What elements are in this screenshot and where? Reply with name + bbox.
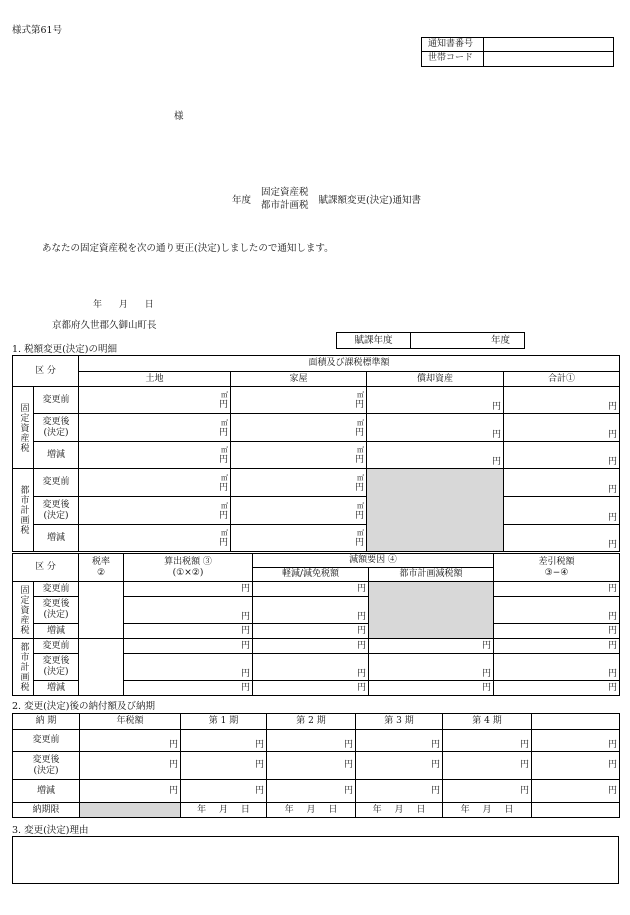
unit-yen: 円 [343,760,353,770]
unit-area: ㎡ [357,446,364,454]
group-city-planning-tax: 都市計画税 [13,469,34,552]
row-before: 変更前 [34,469,79,497]
household-code-label: 世帯コード [422,52,484,66]
header-total: 合計① [504,372,620,387]
header-kubun: 区 分 [13,554,79,582]
row-before: 変更前 [34,582,79,597]
unit-area: ㎡ [221,473,228,482]
row-after: 変更後 (決定) [34,497,79,525]
header-period-4: 第 4 期 [443,714,532,730]
unit-area: ㎡ [357,501,364,510]
unit-area: ㎡ [221,391,228,399]
unit-yen: 円 [356,640,366,651]
unit-yen: 円 [218,427,228,438]
row-after: 変更後 (決定) [34,414,79,442]
unit-yen: 円 [607,740,617,750]
unit-yen: 円 [519,740,529,750]
header-annual-tax: 年税額 [80,714,181,730]
header-reduction-exempt: 軽減/減免税額 [253,568,369,582]
row-deadline: 納期限 [13,803,80,818]
unit-yen: 円 [430,740,440,750]
header-calc-tax: 算出税額 ③ (①×②) [124,554,253,582]
unit-yen: 円 [519,785,529,796]
levy-year-value: 年度 [490,335,510,346]
unit-yen: 円 [607,625,617,636]
unit-yen: 円 [354,482,364,493]
unit-yen: 円 [607,612,617,622]
tax-rate-cell [79,639,124,696]
unit-yen: 円 [356,583,366,594]
unit-yen: 円 [491,402,501,412]
unit-yen: 円 [240,640,250,651]
unit-yen: 円 [354,400,364,410]
section1-title: 1. 税額変更(決定)の明細 [12,344,117,355]
unit-yen: 円 [607,682,617,693]
unit-yen: 円 [254,760,264,770]
unit-yen: 円 [240,583,250,594]
group-fixed-asset-tax: 固定資産税 [13,582,34,639]
issue-date: 年 月 日 [93,300,154,310]
issuer-name: 京都府久世郡久御山町長 [52,320,157,331]
row-after: 変更後 (決定) [34,597,79,624]
unit-yen: 円 [356,625,366,636]
header-house: 家屋 [231,372,367,387]
unit-yen: 円 [607,640,617,651]
unit-yen: 円 [240,612,250,622]
unit-yen: 円 [608,513,618,523]
header-tax-rate: 税率 ② [79,554,124,582]
unit-yen: 円 [218,455,228,465]
header-period-3: 第 3 期 [356,714,443,730]
unit-yen: 円 [354,427,364,438]
header-land: 土地 [79,372,231,387]
unit-area: ㎡ [221,529,228,537]
unit-yen: 円 [356,612,366,622]
deadline-period-3: 年 月 日 [356,803,443,818]
unit-yen: 円 [607,583,617,594]
row-before: 変更前 [13,730,80,752]
unit-yen: 円 [354,538,364,548]
title-document-name: 賦課額変更(決定)通知書 [318,195,421,206]
group-city-planning-tax: 都市計画税 [13,639,34,696]
document-title [232,186,421,212]
unit-yen: 円 [218,538,228,548]
unit-area: ㎡ [357,473,364,482]
unit-yen: 円 [430,785,440,796]
unit-yen: 円 [254,740,264,750]
unit-yen: 円 [608,430,618,440]
unit-yen: 円 [607,785,617,796]
title-city-planning-tax: 都市計画税 [261,200,309,211]
unit-yen: 円 [608,485,618,495]
unit-yen: 円 [491,457,501,467]
section3-title: 3. 変更(決定)理由 [12,825,89,836]
notice-info-box [421,37,614,67]
title-year-label: 年度 [232,195,252,206]
reason-box [12,836,619,884]
unit-yen: 円 [354,510,364,521]
levy-year-label: 賦課年度 [337,333,411,348]
deadline-period-2: 年 月 日 [267,803,356,818]
header-net-tax: 差引税額 ③−④ [494,554,620,582]
unit-yen: 円 [481,669,491,679]
row-diff: 増減 [34,624,79,639]
group-fixed-asset-tax: 固定資産税 [13,387,34,469]
unit-area: ㎡ [221,418,228,427]
unit-yen: 円 [343,740,353,750]
row-diff: 増減 [13,780,80,803]
title-fixed-asset-tax: 固定資産税 [261,187,309,198]
unit-yen: 円 [356,669,366,679]
unit-yen: 円 [218,482,228,493]
form-number: 様式第61号 [12,25,63,36]
unit-yen: 円 [354,455,364,465]
unit-yen: 円 [607,760,617,770]
tax-amount-table [12,553,620,696]
row-after: 変更後 (決定) [13,752,80,780]
unit-yen: 円 [254,785,264,796]
unit-yen: 円 [356,682,366,693]
unit-yen: 円 [608,457,618,467]
unit-yen: 円 [240,625,250,636]
unit-area: ㎡ [221,501,228,510]
unit-yen: 円 [343,785,353,796]
row-before: 変更前 [34,639,79,654]
unit-area: ㎡ [221,446,228,454]
levy-year-box [336,332,525,349]
unit-area: ㎡ [357,418,364,427]
unit-yen: 円 [608,540,618,550]
row-diff: 増減 [34,525,79,552]
unit-yen: 円 [519,760,529,770]
notice-number-label: 通知書番号 [422,38,484,51]
header-depreciable: 償却資産 [367,372,504,387]
unit-yen: 円 [218,400,228,410]
deadline-period-4: 年 月 日 [443,803,532,818]
payment-schedule-table [12,713,620,818]
unit-yen: 円 [607,669,617,679]
unit-yen: 円 [481,640,491,651]
unit-yen: 円 [168,785,178,796]
intro-text: あなたの固定資産税を次の通り更正(決定)しましたので通知します。 [42,243,334,254]
shaded-cell [369,582,494,639]
unit-yen: 円 [608,402,618,412]
header-kubun: 区 分 [13,356,79,387]
header-period-2: 第 2 期 [267,714,356,730]
section2-title: 2. 変更(決定)後の納付額及び納期 [12,701,155,712]
shaded-cell [80,803,181,818]
header-period-5 [532,714,620,730]
deadline-period-5 [532,803,620,818]
unit-yen: 円 [240,682,250,693]
header-reduction: 減額要因 ④ [253,554,494,568]
shaded-cell [367,469,504,552]
unit-yen: 円 [481,682,491,693]
header-area-tax-base: 面積及び課税標準額 [79,356,620,372]
unit-yen: 円 [240,669,250,679]
header-reduction-city: 都市計画減税額 [369,568,494,582]
unit-area: ㎡ [357,391,364,399]
unit-yen: 円 [430,760,440,770]
row-after: 変更後 (決定) [34,654,79,681]
unit-yen: 円 [168,760,178,770]
deadline-period-1: 年 月 日 [181,803,267,818]
unit-yen: 円 [491,430,501,440]
header-period: 納 期 [13,714,80,730]
addressee-honorific: 様 [174,111,184,122]
row-before: 変更前 [34,387,79,414]
header-period-1: 第 1 期 [181,714,267,730]
row-diff: 増減 [34,442,79,469]
unit-yen: 円 [218,510,228,521]
tax-base-table [12,355,620,552]
unit-area: ㎡ [357,529,364,537]
tax-rate-cell [79,582,124,639]
row-diff: 増減 [34,681,79,696]
unit-yen: 円 [168,740,178,750]
